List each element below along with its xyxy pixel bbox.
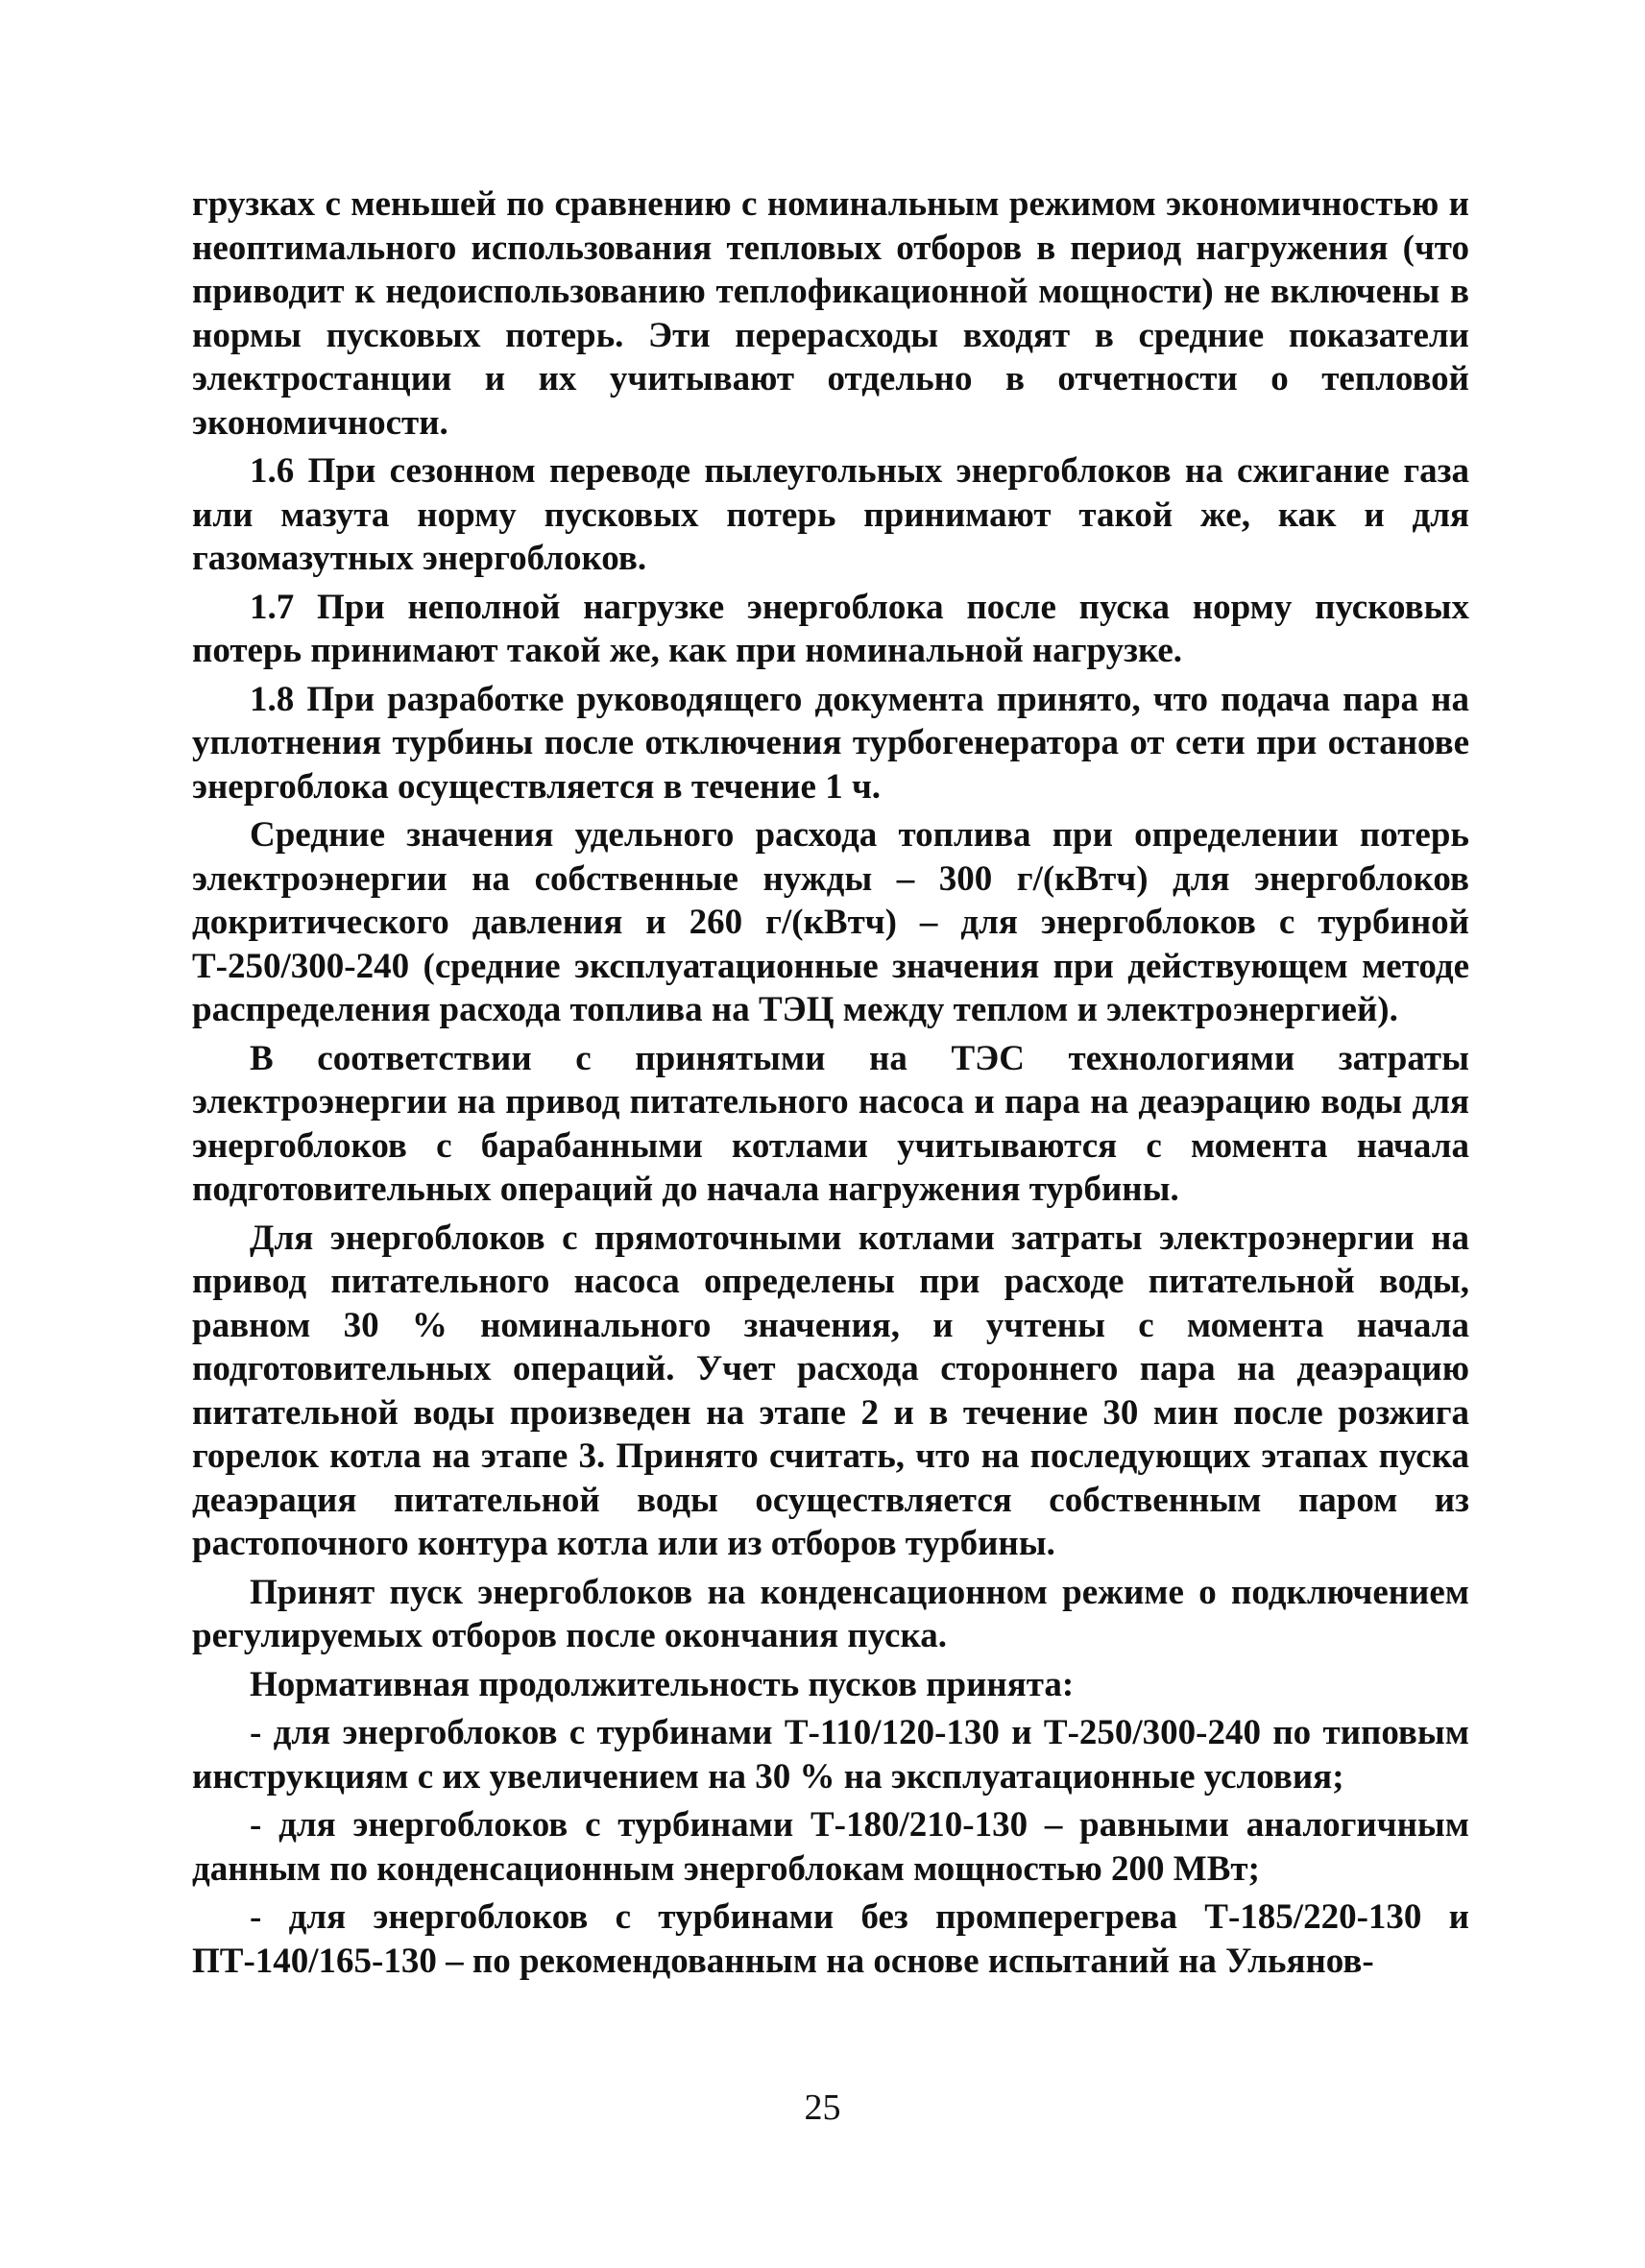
list-item: - для энергоблоков с турбинами без промперегрева Т-185/220-130 и ПТ-140/165-130 – по рекомендованным на основе испытаний на Ульянов- bbox=[192, 1897, 1469, 1981]
paragraph: В соответствии с принятыми на ТЭС технологиями затраты электроэнергии на привод питательного насоса и пара на деаэрацию воды для энергоблоков с барабанными котлами учитываются с момента начала подготовительных операций до начала нагружения турбины. bbox=[192, 1038, 1469, 1209]
list-item: - для энергоблоков с турбинами Т-180/210-130 – равными аналогичным данным по конденсационным энергоблокам мощностью 200 МВт; bbox=[192, 1805, 1469, 1889]
paragraph: грузках с меньшей по сравнению с номинальным режимом экономичностью и неоптимального использования тепловых отборов в период нагружения (что приводит к недоиспользованию теплофикационной мощности) не включены в нормы пусковых потерь. Эти перерасходы входят в средние показатели электростанции и их учитывают отдельно в отчетности о тепловой экономичности. bbox=[192, 184, 1469, 443]
paragraph: Принят пуск энергоблоков на конденсационном режиме о подключением регулируемых отборов после окончания пуска. bbox=[192, 1572, 1469, 1655]
paragraph: 1.8 При разработке руководящего документа принято, что подача пара на уплотнения турбины после отключения турбогенератора от сети при останове энергоблока осуществляется в течение 1 ч. bbox=[192, 679, 1469, 807]
document-body bbox=[192, 182, 1469, 1988]
paragraph: Для энергоблоков с прямоточными котлами затраты электроэнергии на привод питательного насоса определены при расходе питательной воды, равном 30 % номинального значения, и учтены с момента начала подготовительных операций. Учет расхода стороннего пара на деаэрацию питательной воды произведен на этапе 2 и в течение 30 мин после розжига горелок котла на этапе 3. Принято считать, что на последующих этапах пуска деаэрация питательной воды осуществляется собственным паром из растопочного контура котла или из отборов турбины. bbox=[192, 1218, 1469, 1563]
page-number: 25 bbox=[804, 2087, 841, 2128]
paragraph: 1.6 При сезонном переводе пылеугольных энергоблоков на сжигание газа или мазута норму пусковых потерь принимают такой же, как и для газомазутных энергоблоков. bbox=[192, 451, 1469, 578]
paragraph: Нормативная продолжительность пусков принята: bbox=[250, 1664, 1075, 1704]
paragraph: 1.7 При неполной нагрузке энергоблока после пуска норму пусковых потерь принимают такой же, как при номинальной нагрузке. bbox=[192, 587, 1469, 670]
paragraph: Средние значения удельного расхода топлива при определении потерь электроэнергии на собственные нужды – 300 г/(кВтч) для энергоблоков докритического давления и 260 г/(кВтч) – для энергоблоков с турбиной Т-250/300-240 (средние эксплуатационные значения при действующем методе распределения расхода топлива на ТЭЦ между теплом и электроэнергией). bbox=[192, 815, 1469, 1029]
list-item: - для энергоблоков с турбинами Т-110/120-130 и Т-250/300-240 по типовым инструкциям с их увеличением на 30 % на эксплуатационные условия; bbox=[192, 1713, 1469, 1797]
